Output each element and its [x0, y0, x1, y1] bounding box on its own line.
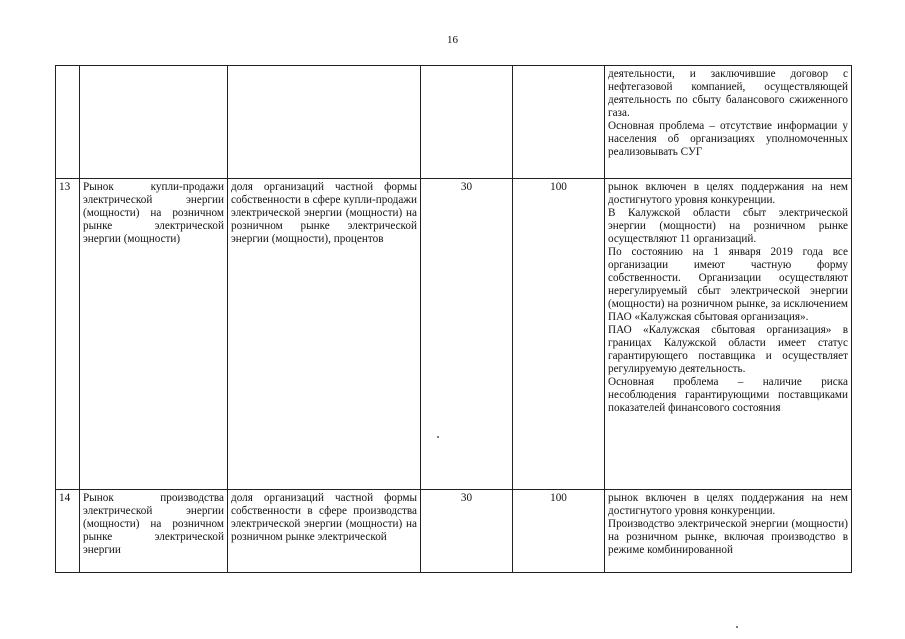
scan-speck: [736, 626, 738, 628]
value-cell: 100: [513, 490, 605, 573]
comment-paragraph: В Калужской области сбыт электрической энергии (мощности) на розничном рынке осуществляют 11 организаций.: [608, 207, 848, 245]
indicator-text: доля организаций частной формы собственности в сфере производства электрической энергии (мощности) на розничном рынке электрической: [228, 490, 421, 573]
comment-paragraph: деятельности, и заключившие договор с нефтегазовой компанией, осуществляющей деятельность по сбыту балансового сжиженного газа.: [608, 68, 848, 119]
comment-paragraph: рынок включен в целях поддержания на нем достигнутого уровня конкуренции.: [608, 492, 848, 517]
row-number: [56, 66, 80, 179]
market-name: [80, 66, 228, 179]
table-row: [56, 490, 852, 573]
comment-paragraph: Производство электрической энергии (мощности) на розничном рынке, включая производство в режиме комбинированной: [608, 518, 848, 556]
competition-table: [55, 65, 852, 573]
value-cell: 100: [513, 179, 605, 490]
table-row: [56, 179, 852, 490]
market-name: Рынок купли-продажи электрической энергии (мощности) на розничном рынке электрической энергии (мощности): [80, 179, 228, 490]
row-number: 13: [56, 179, 80, 490]
page-number: 16: [447, 34, 458, 46]
value-cell: 30: [421, 490, 513, 573]
comment-cell: [605, 179, 852, 490]
row-number: 14: [56, 490, 80, 573]
market-name: Рынок производства электрической энергии (мощности) на розничном рынке электрической энергии: [80, 490, 228, 573]
table-row: [56, 66, 852, 179]
scan-speck: [437, 436, 439, 438]
indicator-text: [228, 66, 421, 179]
value-cell: 30: [421, 179, 513, 490]
comment-paragraph: Основная проблема – наличие риска несоблюдения гарантирующими поставщиками показателей финансового состояния: [608, 376, 848, 414]
comment-cell: [605, 490, 852, 573]
indicator-text: доля организаций частной формы собственности в сфере купли-продажи электрической энергии (мощности) на розничном рынке электрической энергии (мощности), процентов: [228, 179, 421, 490]
comment-cell: [605, 66, 852, 179]
value-cell: [421, 66, 513, 179]
comment-paragraph: рынок включен в целях поддержания на нем достигнутого уровня конкуренции.: [608, 181, 848, 206]
comment-paragraph: ПАО «Калужская сбытовая организация» в границах Калужской области имеет статус гарантирующего поставщика и осуществляет регулируемую деятельность.: [608, 324, 848, 375]
comment-paragraph: Основная проблема – отсутствие информации у населения об организациях уполномоченных реализовывать СУГ: [608, 120, 848, 158]
comment-paragraph: По состоянию на 1 января 2019 года все организации имеют частную форму собственности. Организации осуществляют нерегулируемый сбыт электрической энергии (мощности) на розничном рынке, за исключением ПАО «Калужская сбытовая организация».: [608, 246, 848, 323]
value-cell: [513, 66, 605, 179]
